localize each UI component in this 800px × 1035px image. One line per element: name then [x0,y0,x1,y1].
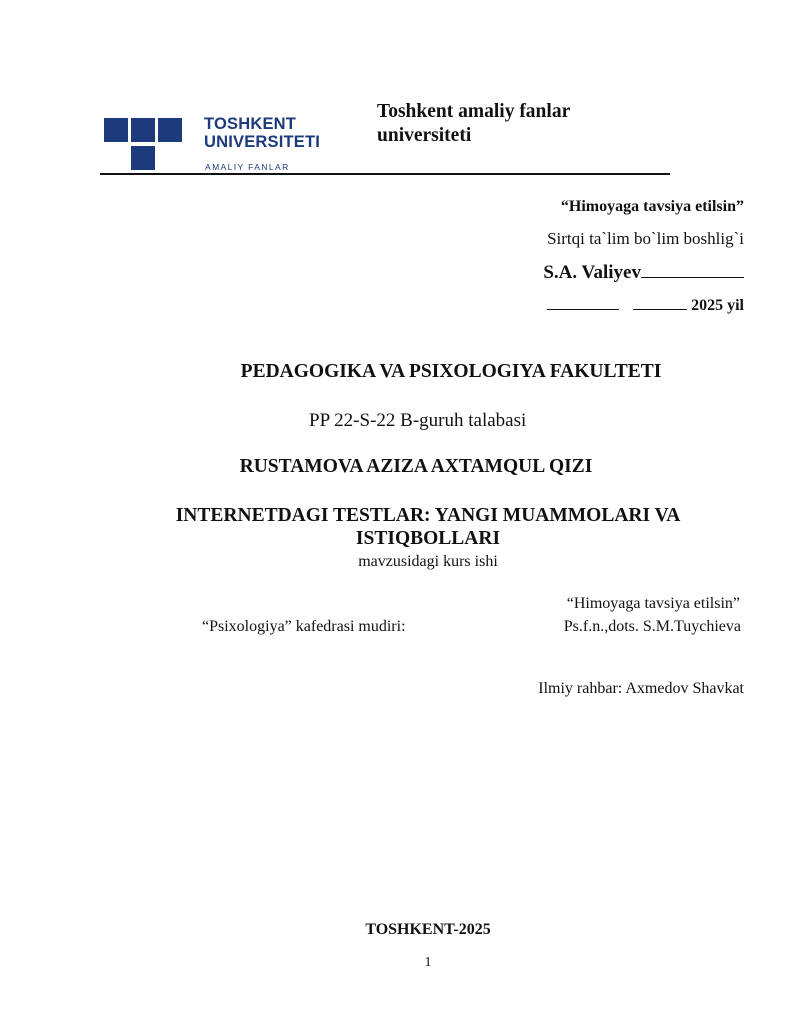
student-name-text: RUSTAMOVA AZIZA AXTAMQUL QIZI [239,456,593,477]
topic-subtitle-text: mavzusidagi kurs ishi [358,553,498,570]
approval-date-line [547,297,744,315]
city-year-text: TOSHKENT-2025 [365,921,491,938]
topic-line1-text: INTERNETDAGI TESTLAR: YANGI MUAMMOLARI VA [175,505,681,526]
signature-blank [641,276,744,278]
group-label: PP 22-S-22 B-guruh talabasi [309,410,527,431]
topic-subtitle [0,553,800,571]
university-name-line1: Toshkent amaliy fanlar [377,101,571,122]
university-logo [104,116,334,174]
department-head-name: Ps.f.n.,dots. S.M.Tuychieva [563,618,741,635]
university-name-line2: universiteti [377,125,472,146]
logo-square [131,146,155,170]
logo-square [131,118,155,142]
department-head-label: “Psixologiya” kafedrasi mudiri: [202,618,406,635]
logo-text-line3: AMALIY FANLAR [205,162,290,172]
approval-recommend: “Himoyaga tavsiya etilsin” [560,198,744,215]
logo-square [104,118,128,142]
page-number [0,955,800,971]
approval-position: Sirtqi ta`lim bo`lim boshlig`i [547,229,744,248]
student-name [0,456,800,478]
faculty-title-text: PEDAGOGIKA VA PSIXOLOGIYA FAKULTETI [240,361,662,382]
topic-line1 [0,505,800,527]
logo-square [158,118,182,142]
department-recommend: “Himoyaga tavsiya etilsin” [566,595,740,612]
city-year [0,921,800,939]
topic-line2-text: ISTIQBOLLARI [355,528,501,549]
date-blank-day [547,308,619,310]
logo-text-line1: TOSHKENT [204,115,297,133]
page-number-text: 1 [424,955,432,970]
logo-text-line2: UNIVERSITETI [204,133,321,151]
topic-line2 [0,528,800,550]
faculty-title [0,361,800,383]
date-blank-month [633,308,687,310]
header-divider [100,173,670,175]
university-name [377,100,570,148]
supervisor: Ilmiy rahbar: Axmedov Shavkat [538,680,744,697]
approval-signature-line [543,262,744,284]
approval-year: 2025 yil [691,297,744,314]
approval-name: S.A. Valiyev [543,262,641,283]
